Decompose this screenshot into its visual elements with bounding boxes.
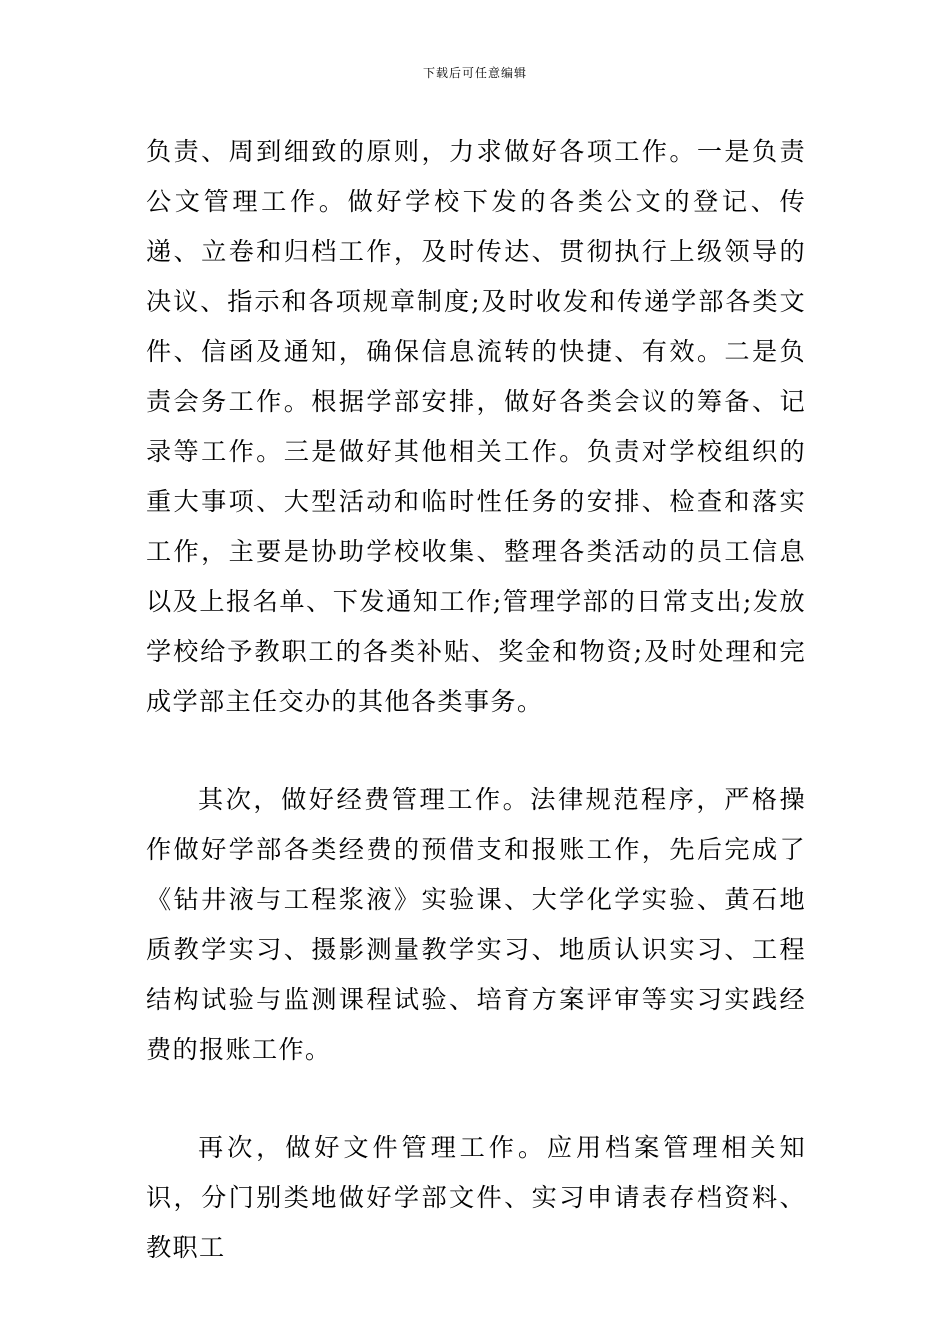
page-header: 下载后可任意编辑: [422, 66, 527, 80]
paragraph-files: 再次，做好文件管理工作。应用档案管理相关知识，分门别类地做好学部文件、实习申请表存档资料、教职工: [146, 1133, 806, 1262]
paragraph-duties: 负责、周到细致的原则，力求做好各项工作。一是负责公文管理工作。做好学校下发的各类公文的登记、传递、立卷和归档工作，及时传达、贯彻执行上级领导的决议、指示和各项规章制度;及时收发和传递学部各类文件、信函及通知，确保信息流转的快捷、有效。二是负责会务工作。根据学部安排，做好各类会议的筹备、记录等工作。三是做好其他相关工作。负责对学校组织的重大事项、大型活动和临时性任务的安排、检查和落实工作，主要是协助学校收集、整理各类活动的员工信息以及上报名单、下发通知工作;管理学部的日常支出;发放学校给予教职工的各类补贴、奖金和物资;及时处理和完成学部主任交办的其他各类事务。: [146, 137, 806, 716]
paragraph-funding: 其次，做好经费管理工作。法律规范程序，严格操作做好学部各类经费的预借支和报账工作，先后完成了《钻井液与工程浆液》实验课、大学化学实验、黄石地质教学实习、摄影测量教学实习、地质认识实习、工程结构试验与监测课程试验、培育方案评审等实习实践经费的报账工作。: [146, 785, 806, 1064]
